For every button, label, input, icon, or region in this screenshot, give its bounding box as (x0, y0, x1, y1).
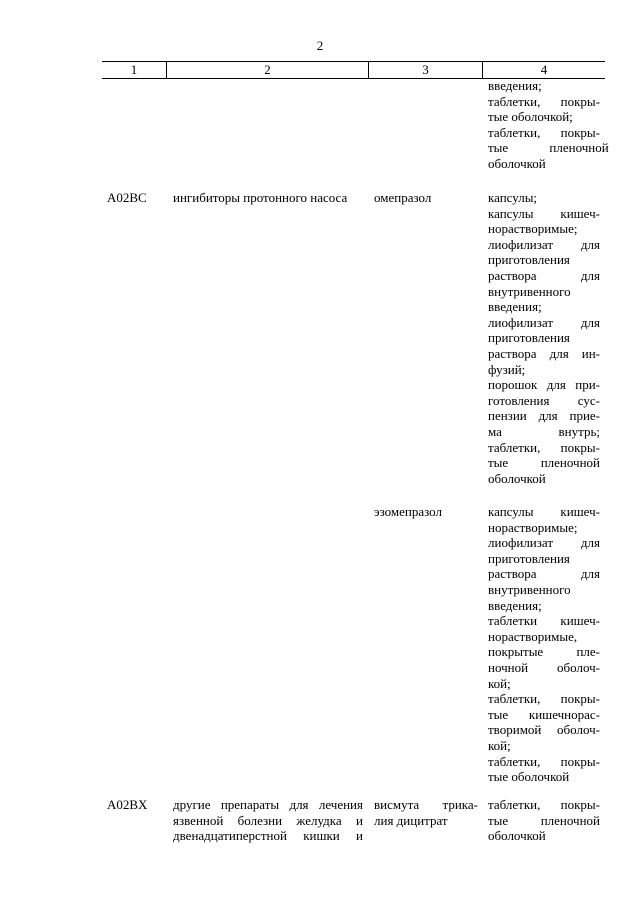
form-word: таблетки, (488, 93, 541, 109)
atc-group (173, 190, 363, 206)
form-word: оболоч- (557, 722, 600, 738)
group-line (173, 797, 363, 813)
form-word: пленочной (540, 455, 600, 471)
dosage-forms (488, 190, 600, 486)
form-word: кишеч- (560, 205, 600, 221)
word: другие (173, 797, 211, 812)
form-word: ночной (488, 659, 529, 675)
form-word: для (580, 236, 600, 252)
table-header-row (102, 61, 605, 79)
header-col-2: 2 (166, 62, 368, 78)
form-word: для (580, 314, 600, 330)
form-line (488, 797, 600, 813)
form-line: приготовления (488, 550, 570, 566)
form-line (488, 424, 600, 440)
form-line (488, 691, 600, 707)
form-line (488, 644, 600, 660)
form-line: введения; (488, 299, 542, 315)
form-word: покры- (560, 124, 600, 140)
word: и (356, 828, 363, 844)
drug-line (374, 797, 478, 813)
word: лечения (318, 797, 363, 812)
form-line (488, 440, 600, 456)
form-word: готовления (488, 392, 550, 408)
form-word: кишечнорас- (528, 706, 600, 722)
form-line (488, 125, 600, 141)
form-word: тые (488, 455, 509, 471)
form-line: фузий; (488, 361, 526, 377)
form-line: введения; (488, 597, 542, 613)
form-word: покрытые (488, 644, 544, 660)
form-word: для (580, 566, 600, 582)
form-line: тые оболочкой (488, 769, 570, 785)
form-line (488, 206, 600, 222)
form-line: норастворимые; (488, 519, 578, 535)
atc-group (173, 797, 363, 844)
header-col-4: 4 (482, 62, 605, 78)
word: болезни (237, 812, 283, 828)
drug-name (374, 504, 478, 520)
form-line (488, 722, 600, 738)
form-word: покры- (560, 691, 600, 707)
form-line: кой; (488, 675, 511, 691)
form-line (488, 707, 600, 723)
form-line: тые пленочной (488, 140, 609, 156)
form-line: капсулы; (488, 190, 538, 205)
word: и (356, 812, 363, 828)
group-line: ингибиторы протонного насоса (173, 190, 348, 205)
form-word: покры- (560, 93, 600, 109)
form-word: кишеч- (560, 504, 600, 519)
form-word: сус- (577, 392, 600, 408)
header-col-1: 1 (130, 62, 138, 77)
form-word: таблетки, (488, 691, 541, 707)
form-line: оболочкой (488, 828, 546, 844)
form-word: пле- (576, 644, 600, 660)
form-word: лиофилизат (488, 236, 554, 252)
form-line: приготовления (488, 252, 570, 268)
form-line (488, 393, 600, 409)
form-word: покры- (560, 439, 600, 455)
word: трика- (442, 797, 478, 812)
form-line (488, 455, 600, 471)
form-word: пленочной (540, 812, 600, 828)
drug-name (374, 797, 478, 828)
form-word: оболоч- (557, 659, 600, 675)
form-word: лиофилизат (488, 314, 554, 330)
form-line: внутривенного (488, 581, 571, 597)
form-word: пензии (488, 408, 527, 424)
form-word: таблетки, (488, 797, 541, 812)
drug-line: омепразол (374, 190, 432, 205)
form-word: таблетки (488, 613, 538, 629)
form-word: раствора (488, 267, 537, 283)
form-line: введения; (488, 78, 542, 93)
word: двенадцатиперстной (173, 828, 287, 844)
form-word: лиофилизат (488, 535, 554, 551)
form-word: капсулы (488, 205, 534, 221)
form-word: для (580, 535, 600, 551)
form-word: при- (575, 377, 600, 393)
form-word: ма (488, 423, 502, 439)
form-line (488, 535, 600, 551)
form-word: капсулы (488, 504, 534, 519)
form-line: тые оболочкой; (488, 109, 573, 125)
form-word: для (580, 267, 600, 283)
atc-code: A02BC (107, 190, 147, 205)
form-word: покры- (560, 753, 600, 769)
header-col-3: 3 (368, 62, 482, 78)
dosage-forms (488, 504, 600, 785)
form-line (488, 813, 600, 829)
form-line (488, 613, 600, 629)
form-word: тые (488, 706, 509, 722)
form-word: ин- (581, 345, 600, 361)
form-line (488, 408, 600, 424)
form-line: оболочкой (488, 470, 546, 486)
form-word: таблетки, (488, 753, 541, 769)
form-word: покры- (560, 797, 600, 812)
form-line (488, 504, 600, 520)
drug-line: эзомепразол (374, 504, 442, 519)
form-line: оболочкой (488, 155, 546, 171)
atc-code: A02BX (107, 797, 148, 812)
word: желудка (296, 812, 342, 828)
group-line (173, 828, 363, 844)
form-word: прие- (569, 408, 600, 424)
drug-line: лия дицитрат (374, 812, 448, 828)
drug-name (374, 190, 478, 206)
word: для (289, 797, 309, 812)
form-word: таблетки, (488, 439, 541, 455)
form-word: для (538, 408, 558, 424)
form-line (488, 315, 600, 331)
form-line (488, 660, 600, 676)
form-word: для (549, 345, 569, 361)
word: препараты (220, 797, 280, 812)
form-line (488, 94, 600, 110)
page-number: 2 (316, 38, 324, 53)
form-word: тые (488, 812, 509, 828)
form-word: творимой (488, 722, 542, 738)
form-word: порошок (488, 377, 538, 393)
form-line (488, 268, 600, 284)
form-line: внутривенного (488, 283, 571, 299)
form-word: таблетки, (488, 124, 541, 140)
group-line (173, 813, 363, 829)
word: язвенной (173, 812, 224, 828)
form-word: кишеч- (560, 613, 600, 629)
form-line (488, 566, 600, 582)
form-line: кой; (488, 737, 511, 753)
form-word: внутрь; (558, 423, 600, 439)
form-word: раствора (488, 345, 537, 361)
word: висмута (374, 797, 420, 812)
form-line (488, 237, 600, 253)
form-line (488, 377, 600, 393)
dosage-forms (488, 797, 600, 844)
form-line: приготовления (488, 330, 570, 346)
form-word: раствора (488, 566, 537, 582)
form-word: для (546, 377, 566, 393)
word: кишки (303, 828, 340, 844)
form-line: норастворимые; (488, 221, 578, 237)
form-line: норастворимые, (488, 628, 578, 644)
form-line (488, 754, 600, 770)
form-line (488, 346, 600, 362)
continued-dosage-forms (488, 78, 609, 172)
